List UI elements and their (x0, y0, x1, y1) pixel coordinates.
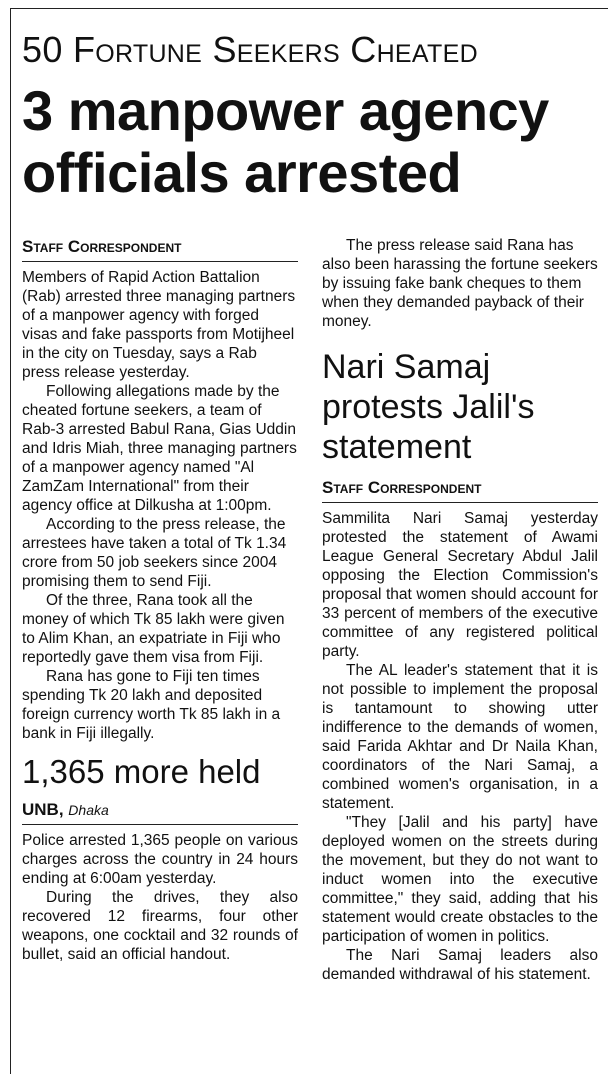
story1-byline: Staff Correspondent (22, 236, 298, 262)
story1-paragraph: Rana has gone to Fiji ten times spending Tk 20 lakh and deposited foreign currency worth Tk 85 lakh in a bank in Fiji illegally. (22, 668, 281, 742)
story2-location: Dhaka (68, 802, 109, 818)
story2-paragraph: During the drives, they also recovered 12 firearms, four other weapons, one cocktail and 32 rounds of bullet, said an official handout. (22, 889, 298, 963)
story2-paragraph: Police arrested 1,365 people on various charges across the country in 24 hours ending at 6:00am yesterday. (22, 832, 298, 887)
story1-paragraph: Following allegations made by the cheated fortune seekers, a team of Rab-3 arrested Babul Rana, Gias Uddin and Idris Miah, three managing partners of a manpower agency named "Al ZamZam International" from their agency office at Dilkusha at 1:00pm. (22, 383, 297, 514)
story1-paragraph: Members of Rapid Action Battalion (Rab) arrested three managing partners of a manpower agency with forged visas and fake passports from Motijheel in the city on Tuesday, says a Rab press release yesterday. (22, 269, 296, 381)
story1-paragraph: According to the press release, the arrestees have taken a total of Tk 1.34 crore from 50 job seekers since 2004 promising them to send Fiji. (22, 516, 287, 590)
story1-body (22, 268, 298, 743)
story3-byline: Staff Correspondent (322, 477, 598, 503)
story2-body (22, 831, 298, 964)
story2-headline: 1,365 more held (22, 753, 261, 790)
main-headline: 3 manpower agency officials arrested (22, 79, 549, 204)
story3-paragraph: Sammilita Nari Samaj yesterday protested the statement of Awami League General Secretary Abdul Jalil opposing the Election Commission's proposal that women should account for 33 percent of members of the executive committee of any registered political party. (322, 510, 598, 660)
left-column (22, 236, 298, 964)
story1-paragraph: Of the three, Rana took all the money of which Tk 85 lakh were given to Alim Khan, an expatriate in Fiji who reportedly gave them visa from Fiji. (22, 592, 285, 666)
story1-continuation (322, 236, 598, 331)
story3-paragraph: "They [Jalil and his party] have deployed women on the streets during the movement, but they do not want to induct women into the executive committee," they said, adding that his statement would create obstacles to the participation of women in politics. (322, 814, 598, 945)
kicker-headline: 50 Fortune Seekers Cheated (22, 29, 478, 70)
right-column (322, 236, 598, 984)
story2-byline (22, 799, 298, 825)
story1-paragraph: The press release said Rana has also been harassing the fortune seekers by issuing fake bank cheques to them when they demanded payback of their money. (322, 237, 598, 330)
story3-paragraph: The Nari Samaj leaders also demanded withdrawal of his statement. (322, 947, 598, 983)
story2-agency: UNB, (22, 800, 64, 819)
story3-body (322, 509, 598, 984)
story3-headline: Nari Samaj protests Jalil's statement (322, 348, 535, 466)
story3-paragraph: The AL leader's statement that it is not possible to implement the proposal is tantamount to showing utter indifference to the demands of women, said Farida Akhtar and Dr Naila Khan, coordinators of the Nari Samaj, a combined women's organisation, in a statement. (322, 662, 598, 812)
